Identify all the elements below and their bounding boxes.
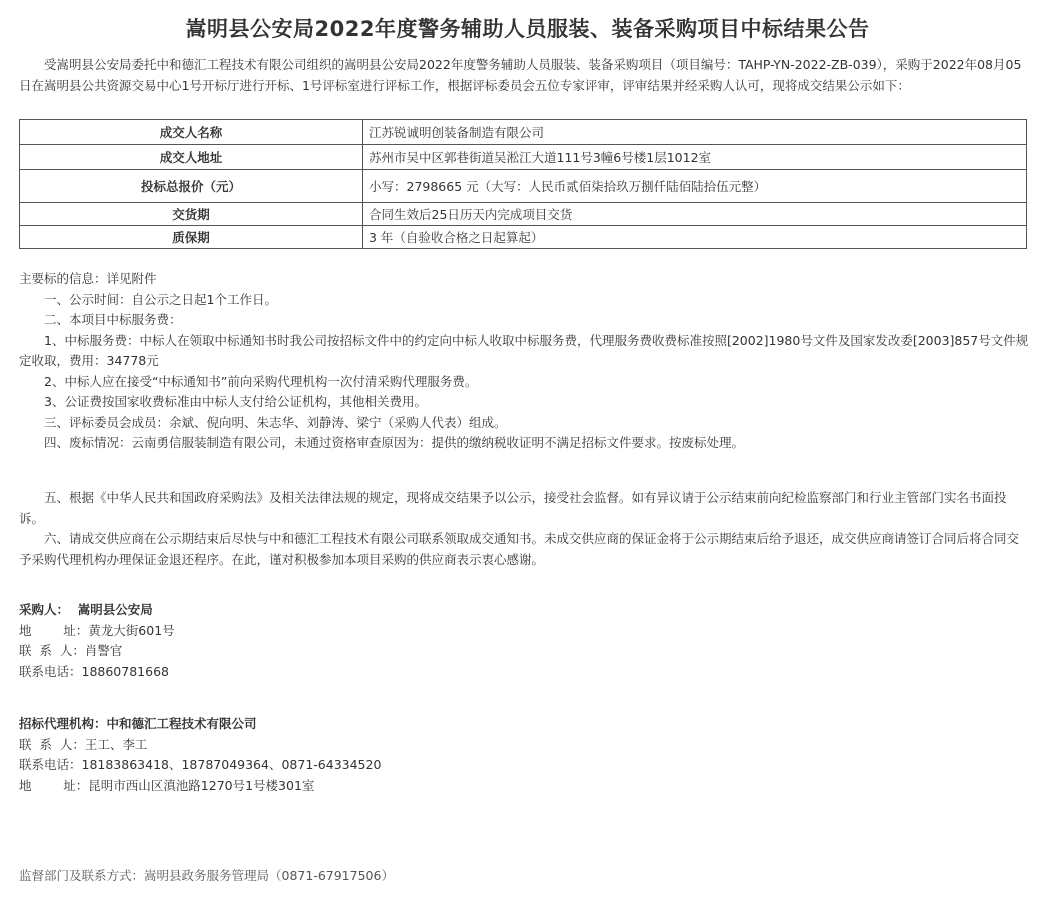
notice-closing xyxy=(19,488,1029,570)
row-value: 江苏锐诚明创装备制造有限公司 xyxy=(363,120,1027,145)
notice-item: 二、本项目中标服务费： xyxy=(44,312,182,327)
main-info: 主要标的信息：详见附件 xyxy=(19,271,157,286)
notice-item-6: 六、请成交供应商在公示期结束后尽快与中和德汇工程技术有限公司联系领取成交通知书。未成交供应商的保证金将于公示期结束后给予退还，成交供应商请签订合同后将合同交予采购代理机构办理保证金退还程序。在此，谨对积极参加本项目采购的供应商表示衷心感谢。 xyxy=(19,531,1020,567)
notice-item: 2、中标人应在接受“中标通知书”前向采购代理机构一次付清采购代理服务费。 xyxy=(44,373,478,389)
notice-item: 一、公示时间：自公示之日起1个工作日。 xyxy=(44,291,277,307)
table-row xyxy=(20,170,1027,203)
agency-phone: 联系电话：18183863418、18787049364、0871-64334520 xyxy=(19,757,382,772)
notice-item: 3、公证费按国家收费标准由中标人支付给公证机构，其他相关费用。 xyxy=(44,394,427,409)
agency-heading: 招标代理机构：中和德汇工程技术有限公司 xyxy=(19,716,257,731)
result-table xyxy=(19,119,1027,249)
table-row xyxy=(20,145,1027,170)
row-label: 投标总报价（元） xyxy=(20,170,363,203)
purchaser-phone: 联系电话：18860781668 xyxy=(19,663,169,679)
intro-paragraph: 受嵩明县公安局委托中和德汇工程技术有限公司组织的嵩明县公安局2022年度警务辅助人员服装、装备采购项目（项目编号：TAHP-YN-2022-ZB-039），采购于2022年08月05日在嵩明县公共资源交易中心1号开标厅进行开标、1号评标室进行评标工作，根据评标委员会五位专家评审，评审结果并经采购人认可，现将成交结果公示如下： xyxy=(19,57,1022,93)
table-row xyxy=(20,226,1027,249)
row-value: 3 年（自验收合格之日起算起） xyxy=(363,226,1027,249)
purchaser-block xyxy=(19,600,1029,682)
row-value: 苏州市吴中区郭巷街道吴淞江大道111号3幢6号楼1层1012室 xyxy=(363,145,1027,170)
notice-item: 三、评标委员会成员：余斌、倪向明、朱志华、刘静涛、梁宁（采购人代表）组成。 xyxy=(44,414,507,430)
agency-contact: 联 系 人：王工、李工 xyxy=(19,736,148,752)
notice-item: 四、废标情况：云南勇信服装制造有限公司，未通过资格审查原因为：提供的缴纳税收证明不满足招标文件要求。按废标处理。 xyxy=(44,435,745,450)
supervision-info: 监督部门及联系方式：嵩明县政务服务管理局（0871-67917506） xyxy=(19,868,394,883)
notice-item-5: 五、根据《中华人民共和国政府采购法》及相关法律法规的规定，现将成交结果予以公示，接受社会监督。如有异议请于公示结束前向纪检监察部门和行业主管部门实名书面投诉。 xyxy=(19,490,1007,526)
purchaser-contact: 联 系 人：肖警官 xyxy=(19,643,123,658)
page-title: 嵩明县公安局2022年度警务辅助人员服装、装备采购项目中标结果公告 xyxy=(185,17,870,41)
table-row xyxy=(20,120,1027,145)
agency-block xyxy=(19,714,1029,796)
row-label: 成交人地址 xyxy=(20,145,363,170)
agency-address: 地 址：昆明市西山区滇池路1270号1号楼301室 xyxy=(19,777,315,793)
row-label: 成交人名称 xyxy=(20,120,363,145)
purchaser-heading: 采购人： 嵩明县公安局 xyxy=(19,602,153,617)
notice-body xyxy=(19,269,1029,454)
row-value: 合同生效后25日历天内完成项目交货 xyxy=(363,203,1027,226)
row-label: 质保期 xyxy=(20,226,363,249)
row-label: 交货期 xyxy=(20,203,363,226)
row-value: 小写：2798665 元（大写：人民币贰佰柒拾玖万捌仟陆佰陆拾伍元整） xyxy=(363,170,1027,203)
notice-item: 1、中标服务费：中标人在领取中标通知书时我公司按招标文件中的约定向中标人收取中标服务费，代理服务费收费标准按照[2002]1980号文件及国家发改委[2003]857号文件规定收取，费用：34778元 xyxy=(19,332,1029,368)
purchaser-address: 地 址：黄龙大街601号 xyxy=(19,622,175,638)
table-row xyxy=(20,203,1027,226)
